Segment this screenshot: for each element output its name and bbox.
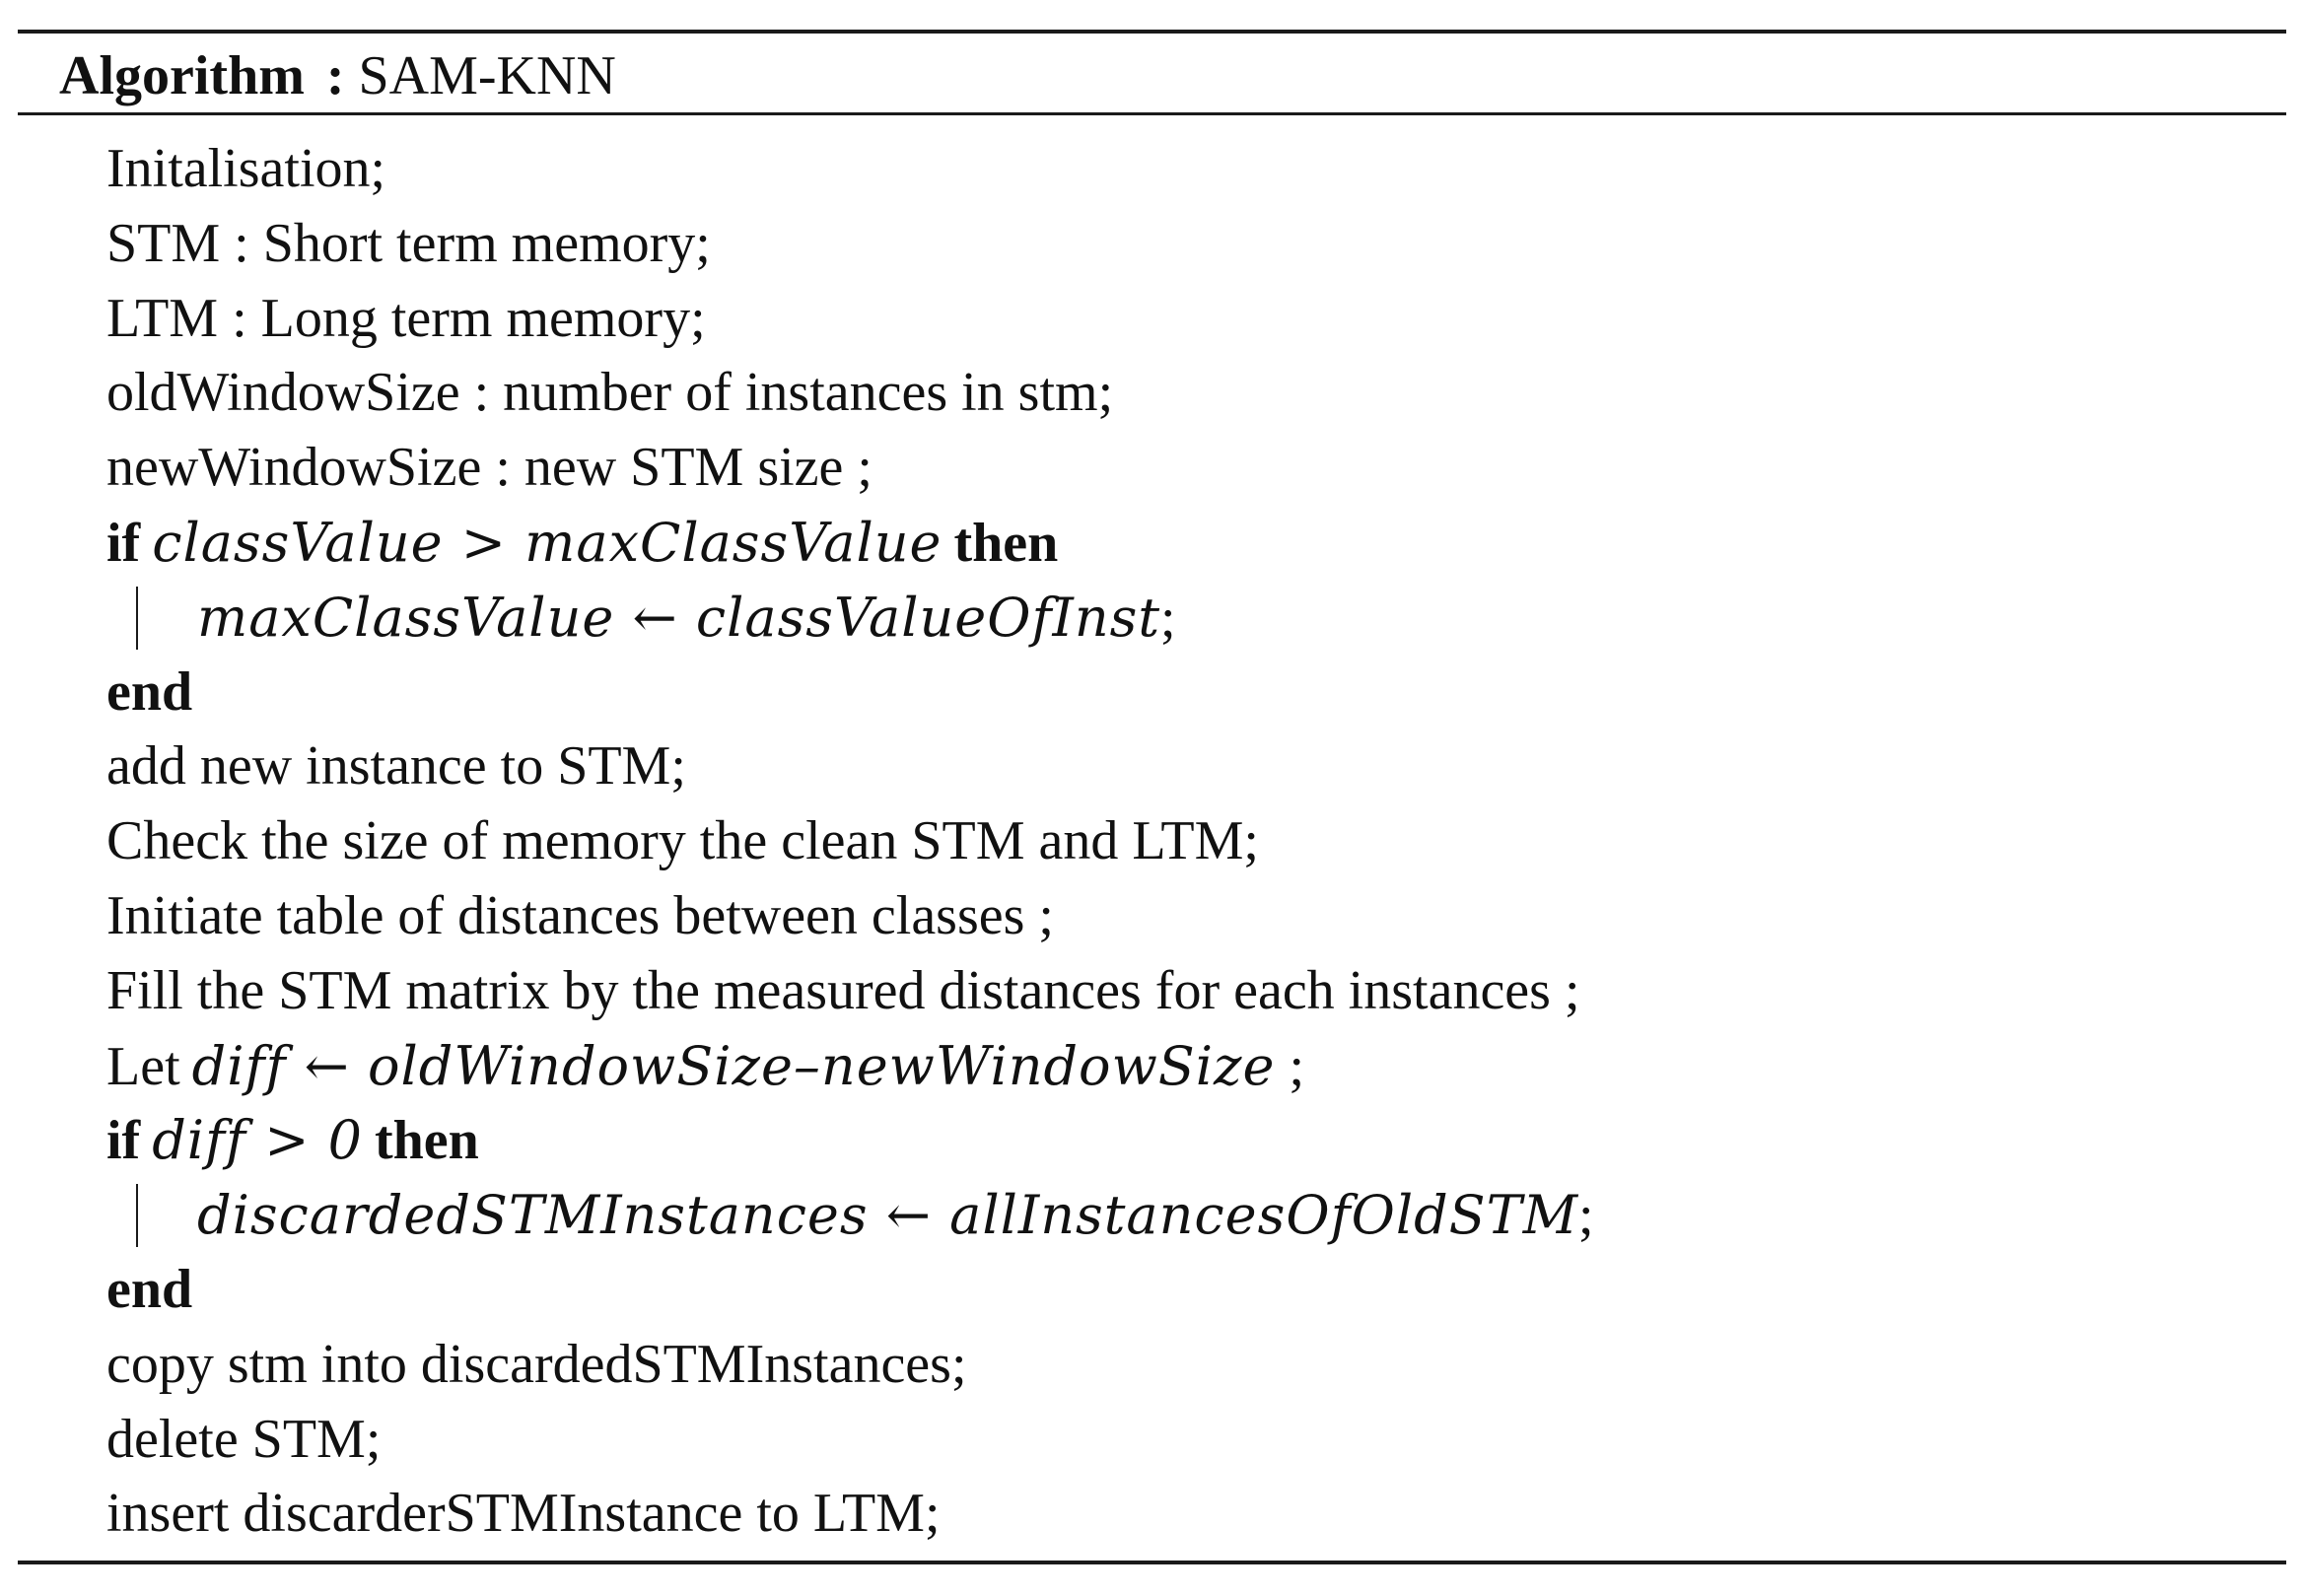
line-initiate-table: Initiate table of distances between classes ;: [106, 884, 1054, 946]
line-assign-discarded: [106, 1178, 2256, 1253]
line-ltm-def: LTM : Long term memory;: [106, 287, 706, 349]
line-delete-stm: delete STM;: [106, 1408, 382, 1470]
end-keyword: end: [106, 1258, 193, 1320]
line-copy-stm: copy stm into discardedSTMInstances;: [106, 1333, 967, 1395]
algorithm-header: [59, 41, 616, 110]
line-end-if-1: [106, 656, 2256, 730]
if-condition: diff > 0: [152, 1109, 363, 1172]
line-old-window-size: oldWindowSize : number of instances in stm;: [106, 362, 1114, 424]
line-if-diff: [106, 1103, 2256, 1178]
then-keyword: then: [374, 1110, 479, 1172]
line-let-diff: [106, 1029, 2256, 1104]
if-keyword: if: [106, 1110, 141, 1172]
diff-expression: diff ← oldWindowSize–newWindowSize: [191, 1034, 1276, 1097]
algorithm-keyword: Algorithm: [59, 45, 305, 106]
line-fill-stm-matrix: Fill the STM matrix by the measured distances for each instances ;: [106, 959, 1580, 1021]
statement-terminator: ;: [1578, 1185, 1594, 1247]
line-end-if-2: [106, 1253, 2256, 1328]
if-keyword: if: [106, 512, 141, 574]
line-check-memory: Check the size of memory the clean STM and LTM;: [106, 810, 1259, 872]
line-initialisation: Initalisation;: [106, 138, 386, 199]
statement-terminator: ;: [1160, 587, 1176, 649]
line-assign-max-class-value: [106, 581, 2256, 656]
algorithm-body: [106, 132, 2256, 1552]
let-keyword: Let: [106, 1035, 180, 1097]
algorithm-box: [18, 30, 2286, 1567]
line-add-instance: add new instance to STM;: [106, 735, 686, 798]
assignment-statement: maxClassValue ← classValueOfInst: [197, 586, 1161, 649]
algorithm-name: SAM-KNN: [358, 45, 616, 106]
line-stm-def: STM : Short term memory;: [106, 212, 711, 274]
assignment-statement: discardedSTMInstances ← allInstancesOfOldSTM: [197, 1184, 1578, 1247]
statement-terminator: ;: [1275, 1035, 1305, 1097]
then-keyword: then: [953, 512, 1059, 574]
if-condition: classValue > maxClassValue: [152, 511, 943, 574]
algorithm-colon: :: [325, 45, 345, 106]
line-new-window-size: newWindowSize : new STM size ;: [106, 437, 873, 499]
end-keyword: end: [106, 660, 193, 723]
header-rule: [18, 112, 2286, 115]
bottom-rule: [18, 1561, 2286, 1564]
top-rule: [18, 30, 2286, 34]
line-if-class-value: [106, 506, 2256, 581]
line-insert-ltm: insert discarderSTMInstance to LTM;: [106, 1483, 941, 1545]
